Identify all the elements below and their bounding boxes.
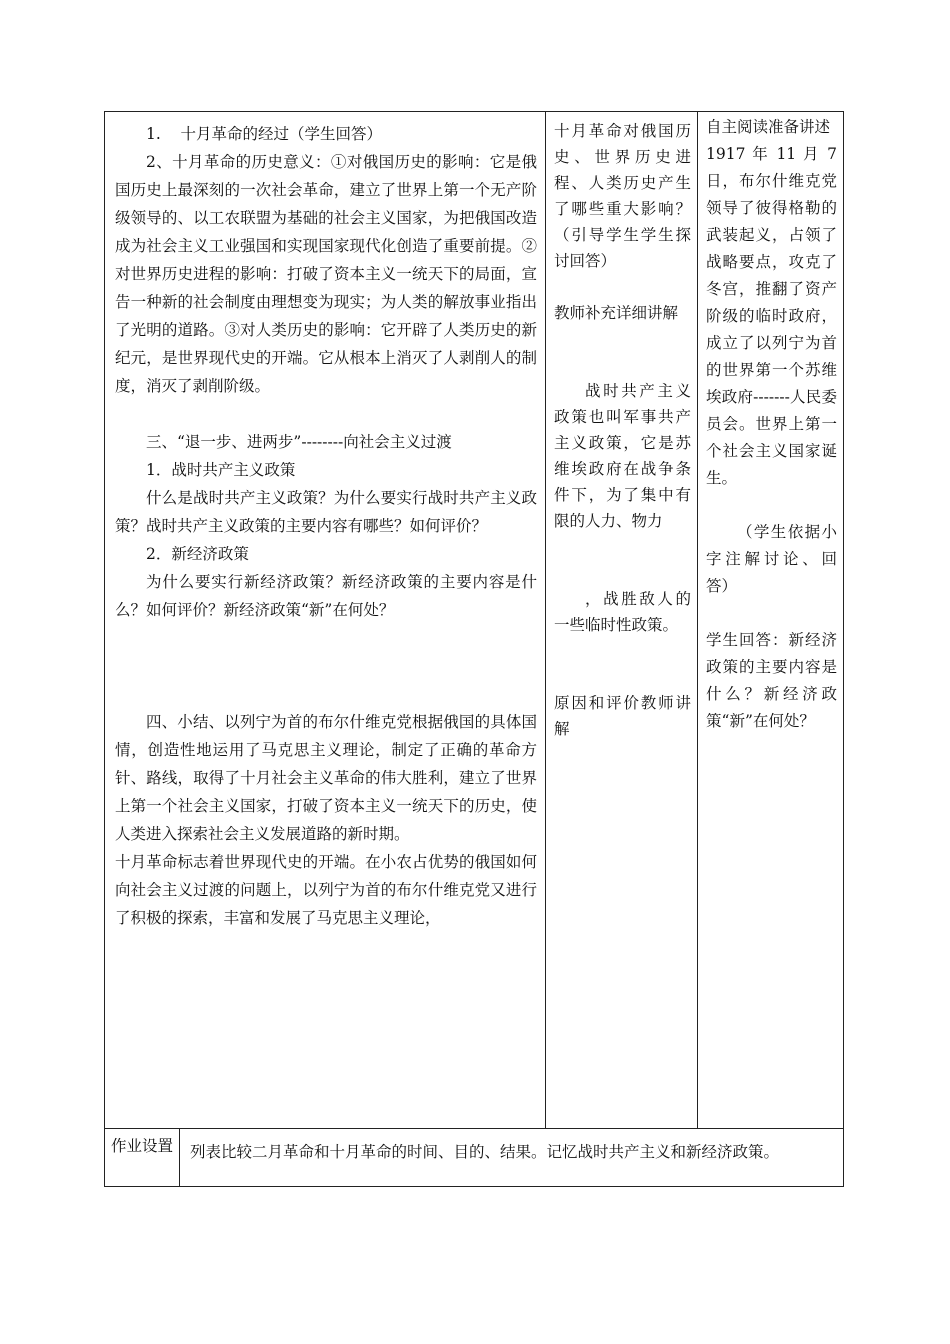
conclusion-paragraph: 十月革命标志着世界现代史的开端。在小农占优势的俄国如何向社会主义过渡的问题上，以列宁为首的布尔什维克党又进行了积极的探索，丰富和发展了马克思主义理论， bbox=[115, 853, 538, 927]
teacher-activity-cell bbox=[546, 112, 698, 1129]
war-communism-definition-cont: ，战胜敌人的一些临时性政策。 bbox=[554, 590, 692, 634]
summary-paragraph: 四、小结、以列宁为首的布尔什维克党根据俄国的具体国情，创造性地运用了马克思主义理论，制定了正确的革命方针、路线，取得了十月社会主义革命的伟大胜利，建立了世界上第一个社会主义国家，打破了资本主义一统天下的历史，使人类进入探索社会主义发展道路的新时期。 bbox=[115, 713, 538, 843]
lesson-content-row bbox=[105, 112, 844, 1129]
war-communism-definition: 战时共产主义政策也叫军事共产主义政策，它是苏维埃政府在战争条件下，为了集中有限的人力、物力 bbox=[554, 382, 692, 530]
subheading-nep: 2．新经济政策 bbox=[146, 545, 249, 563]
section-item-1: 1. 十月革命的经过（学生回答） bbox=[146, 125, 382, 143]
student-discussion: （学生依据小字注解讨论、回答） bbox=[706, 523, 838, 595]
homework-row bbox=[105, 1129, 844, 1187]
teacher-explain-reasons: 原因和评价教师讲解 bbox=[554, 694, 692, 738]
subheading-war-communism: 1．战时共产主义政策 bbox=[146, 461, 296, 479]
question-war-communism: 什么是战时共产主义政策？为什么要实行战时共产主义政策？战时共产主义政策的主要内容有哪些？如何评价？ bbox=[115, 489, 538, 535]
homework-label: 作业设置 bbox=[105, 1129, 180, 1187]
homework-content: 列表比较二月革命和十月革命的时间、目的、结果。记忆战时共产主义和新经济政策。 bbox=[180, 1129, 844, 1187]
student-narration: 1917 年 11 月 7 日，布尔什维克党领导了彼得格勒的武装起义，占领了战略要点，攻克了冬宫，推翻了资产阶级的临时政府，成立了以列宁为首的世界第一个苏维埃政府-------人民委员会。世界上第一个社会主义国家诞生。 bbox=[706, 145, 838, 487]
student-reading-task: 自主阅读准备讲述 bbox=[706, 118, 831, 136]
teacher-explain: 教师补充详细讲解 bbox=[554, 304, 679, 322]
lesson-plan-table bbox=[104, 111, 844, 1187]
student-answer: 学生回答：新经济政策的主要内容是什么？新经济政策“新”在何处？ bbox=[706, 631, 838, 730]
teacher-question: 十月革命对俄国历史、世界历史进程、人类历史产生了哪些重大影响？（引导学生学生探讨回答） bbox=[554, 122, 692, 270]
teaching-content-cell bbox=[105, 112, 546, 1129]
question-nep: 为什么要实行新经济政策？新经济政策的主要内容是什么？如何评价？新经济政策“新”在何处？ bbox=[115, 573, 538, 619]
section-heading-3: 三、“退一步、进两步”--------向社会主义过渡 bbox=[146, 433, 452, 451]
student-activity-cell bbox=[698, 112, 844, 1129]
section-item-2: 2、十月革命的历史意义：①对俄国历史的影响：它是俄国历史上最深刻的一次社会革命，建立了世界上第一个无产阶级领导的、以工农联盟为基础的社会主义国家，为把俄国改造成为社会主义工业强国和实现国家现代化创造了重要前提。②对世界历史进程的影响：打破了资本主义一统天下的局面，宣告一种新的社会制度由理想变为现实；为人类的解放事业指出了光明的道路。③对人类历史的影响：它开辟了人类历史的新纪元，是世界现代史的开端。它从根本上消灭了人剥削人的制度，消灭了剥削阶级。 bbox=[115, 153, 538, 395]
